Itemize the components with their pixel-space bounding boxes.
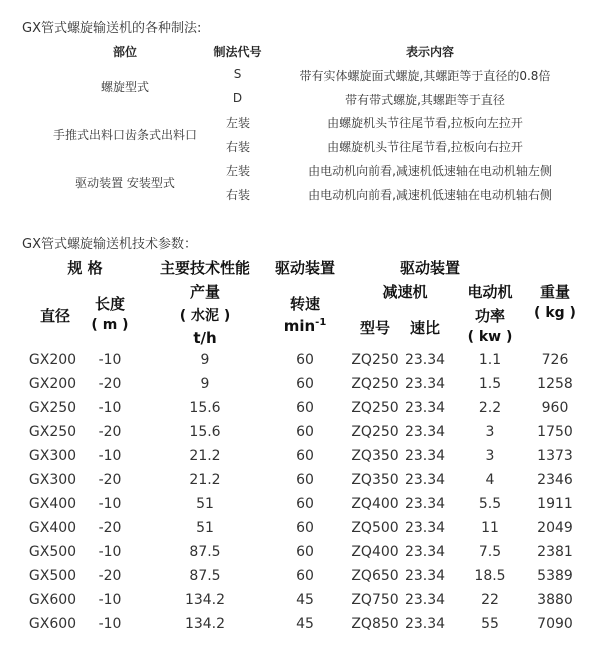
cell-output: 51 — [196, 496, 214, 512]
cell-power: 55 — [481, 616, 499, 632]
header-speed: 转速 — [289, 295, 320, 313]
header-main-perf: 主要技术性能 — [159, 259, 250, 277]
cell-speed: 45 — [296, 592, 314, 608]
cell-weight: 1258 — [537, 376, 573, 392]
code-cell: 右装 — [225, 140, 250, 154]
cell-weight: 1750 — [537, 424, 573, 440]
cell-length: -20 — [98, 568, 122, 584]
table-row — [0, 352, 603, 376]
cell-model: ZQ350 — [351, 448, 399, 464]
cell-weight: 1373 — [537, 448, 573, 464]
cell-diameter: GX300 — [28, 448, 77, 464]
cell-output: 21.2 — [189, 448, 221, 464]
cell-speed: 60 — [296, 352, 314, 368]
header-spec: 规 格 — [67, 259, 103, 277]
header-reducer: 减速机 — [382, 283, 428, 301]
cell-diameter: GX250 — [28, 400, 77, 416]
cell-power: 5.5 — [478, 496, 502, 512]
cell-speed: 60 — [296, 520, 314, 536]
cell-output: 21.2 — [189, 472, 221, 488]
cell-model: ZQ650 — [351, 568, 399, 584]
cell-model: ZQ750 — [351, 592, 399, 608]
section2-title: GX管式螺旋输送机技术参数： — [22, 237, 197, 252]
table-row — [0, 592, 603, 616]
cell-diameter: GX600 — [28, 592, 77, 608]
cell-power: 4 — [485, 472, 495, 488]
cell-model: ZQ400 — [351, 496, 399, 512]
section1-title: GX管式螺旋输送机的各种制法: — [22, 21, 202, 36]
header-drive-1: 驱动装置 — [274, 259, 335, 277]
cell-output: 87.5 — [189, 568, 221, 584]
cell-ratio: 23.34 — [404, 520, 446, 536]
cell-output: 9 — [200, 352, 210, 368]
table-row — [0, 616, 603, 640]
cell-diameter: GX300 — [28, 472, 77, 488]
cell-power: 2.2 — [478, 400, 502, 416]
cell-speed: 60 — [296, 400, 314, 416]
cell-weight: 3880 — [537, 592, 573, 608]
cell-model: ZQ250 — [351, 400, 399, 416]
cell-speed: 60 — [296, 496, 314, 512]
header-diameter: 直径 — [39, 307, 70, 325]
code-cell: 右装 — [225, 188, 250, 202]
desc-cell: 带有带式螺旋,其螺距等于直径 — [345, 93, 505, 107]
cell-diameter: GX400 — [28, 520, 77, 536]
cell-power: 1.1 — [478, 352, 502, 368]
cell-output: 9 — [200, 376, 210, 392]
cell-output: 15.6 — [189, 424, 221, 440]
cell-diameter: GX500 — [28, 568, 77, 584]
header-output: 产量 — [189, 283, 220, 301]
cell-model: ZQ250 — [351, 352, 399, 368]
cell-ratio: 23.34 — [404, 352, 446, 368]
cell-ratio: 23.34 — [404, 568, 446, 584]
cell-power: 11 — [481, 520, 499, 536]
header-speed-unit — [270, 317, 340, 335]
header-length-unit: ( m ) — [91, 317, 129, 333]
cell-ratio: 23.34 — [404, 472, 446, 488]
cell-length: -10 — [98, 448, 122, 464]
header-weight-unit: ( kg ) — [534, 305, 576, 321]
cell-model: ZQ350 — [351, 472, 399, 488]
table-row — [0, 496, 603, 520]
desc-cell: 由电动机向前看,减速机低速轴在电动机轴左侧 — [308, 164, 552, 178]
cell-weight: 2381 — [537, 544, 573, 560]
cell-power: 7.5 — [478, 544, 502, 560]
cell-weight: 7090 — [537, 616, 573, 632]
cell-ratio: 23.34 — [404, 592, 446, 608]
cell-model: ZQ250 — [351, 424, 399, 440]
desc-cell: 由螺旋机头节往尾节看,拉板向左拉开 — [327, 116, 523, 130]
cell-diameter: GX250 — [28, 424, 77, 440]
code-cell: 左装 — [225, 164, 250, 178]
cell-diameter: GX400 — [28, 496, 77, 512]
cell-output: 51 — [196, 520, 214, 536]
table-row — [0, 544, 603, 568]
cell-length: -20 — [98, 424, 122, 440]
group-label-drive: 驱动装置 安装型式 — [75, 176, 175, 190]
cell-length: -20 — [98, 376, 122, 392]
cell-speed: 45 — [296, 616, 314, 632]
cell-length: -10 — [98, 400, 122, 416]
cell-power: 3 — [485, 424, 495, 440]
table-row — [0, 448, 603, 472]
cell-ratio: 23.34 — [404, 448, 446, 464]
cell-length: -10 — [98, 616, 122, 632]
cell-weight: 1911 — [537, 496, 573, 512]
header-length: 长度 — [94, 295, 125, 313]
cell-speed: 60 — [296, 424, 314, 440]
cell-ratio: 23.34 — [404, 496, 446, 512]
cell-speed: 60 — [296, 376, 314, 392]
group-label-outlet: 手推式出料口齿条式出料口 — [52, 128, 197, 142]
cell-weight: 2346 — [537, 472, 573, 488]
col-header-meaning: 表示内容 — [405, 45, 454, 59]
cell-output: 15.6 — [189, 400, 221, 416]
header-drive-2: 驱动装置 — [399, 259, 460, 277]
desc-cell: 由螺旋机头节往尾节看,拉板向右拉开 — [327, 140, 523, 154]
cell-length: -10 — [98, 592, 122, 608]
header-model: 型号 — [359, 319, 390, 337]
cell-output: 134.2 — [184, 616, 226, 632]
cell-speed: 60 — [296, 544, 314, 560]
code-cell: D — [232, 91, 243, 105]
cell-output: 87.5 — [189, 544, 221, 560]
cell-diameter: GX200 — [28, 376, 77, 392]
cell-speed: 60 — [296, 472, 314, 488]
cell-weight: 726 — [541, 352, 569, 368]
cell-power: 3 — [485, 448, 495, 464]
speed-unit-base: min — [283, 317, 316, 335]
table-row — [0, 520, 603, 544]
cell-length: -20 — [98, 472, 122, 488]
cell-weight: 5389 — [537, 568, 573, 584]
table-row — [0, 568, 603, 592]
cell-length: -10 — [98, 352, 122, 368]
header-power-unit: ( kw ) — [467, 329, 513, 345]
cell-length: -10 — [98, 544, 122, 560]
cell-model: ZQ850 — [351, 616, 399, 632]
cell-weight: 960 — [541, 400, 569, 416]
cell-speed: 60 — [296, 448, 314, 464]
header-output-unit: t/h — [193, 329, 217, 347]
table-row — [0, 424, 603, 448]
speed-unit-exp: -1 — [315, 317, 327, 328]
cell-ratio: 23.34 — [404, 376, 446, 392]
cell-diameter: GX600 — [28, 616, 77, 632]
header-motor: 电动机 — [467, 283, 513, 301]
cell-ratio: 23.34 — [404, 616, 446, 632]
header-output-sub: ( 水泥 ) — [179, 308, 231, 324]
col-header-part: 部位 — [112, 45, 137, 59]
col-header-code: 制法代号 — [213, 45, 262, 59]
cell-power: 22 — [481, 592, 499, 608]
table-row — [0, 400, 603, 424]
cell-diameter: GX200 — [28, 352, 77, 368]
code-cell: 左装 — [225, 116, 250, 130]
desc-cell: 带有实体螺旋面式螺旋,其螺距等于直径的0.8倍 — [299, 69, 551, 83]
code-cell: S — [233, 67, 242, 81]
group-label-spiral-type: 螺旋型式 — [100, 80, 149, 94]
cell-length: -20 — [98, 520, 122, 536]
cell-length: -10 — [98, 496, 122, 512]
header-power: 功率 — [474, 307, 505, 325]
cell-power: 1.5 — [478, 376, 502, 392]
table-row — [0, 376, 603, 400]
header-ratio: 速比 — [409, 319, 440, 337]
table-row — [0, 472, 603, 496]
cell-power: 18.5 — [474, 568, 506, 584]
cell-model: ZQ400 — [351, 544, 399, 560]
cell-model: ZQ500 — [351, 520, 399, 536]
cell-output: 134.2 — [184, 592, 226, 608]
cell-ratio: 23.34 — [404, 544, 446, 560]
cell-diameter: GX500 — [28, 544, 77, 560]
cell-speed: 60 — [296, 568, 314, 584]
cell-ratio: 23.34 — [404, 424, 446, 440]
cell-model: ZQ250 — [351, 376, 399, 392]
header-weight: 重量 — [539, 283, 570, 301]
spec-table-body — [0, 352, 603, 642]
cell-weight: 2049 — [537, 520, 573, 536]
desc-cell: 由电动机向前看,减速机低速轴在电动机轴右侧 — [308, 188, 552, 202]
cell-ratio: 23.34 — [404, 400, 446, 416]
